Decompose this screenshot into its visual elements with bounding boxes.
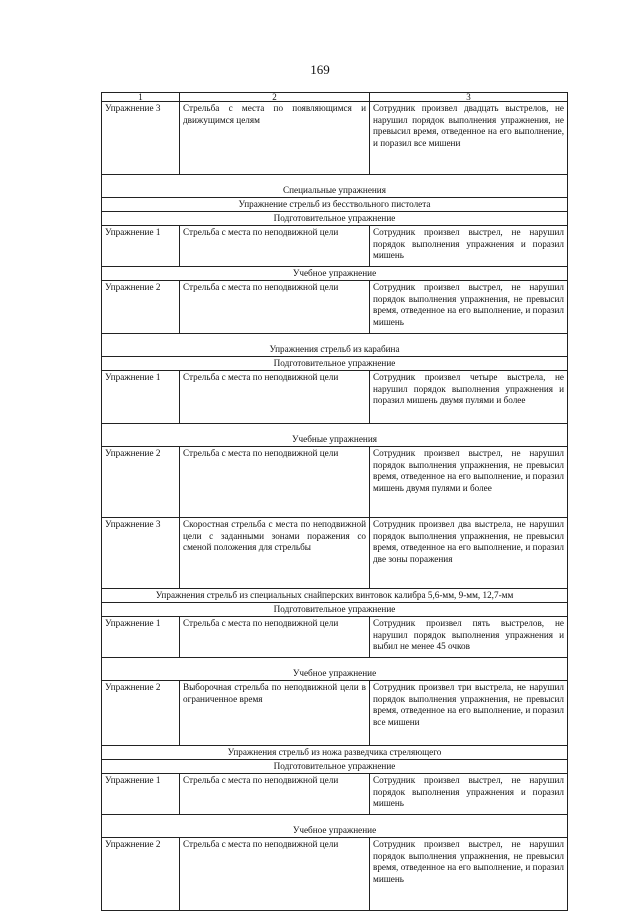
section-heading: Подготовительное упражнение	[102, 212, 568, 226]
exercise-name: Упражнение 2	[102, 281, 180, 334]
exercise-criteria: Сотрудник произвел выстрел, не нарушил порядок выполнения упражнения, не превысил время, отведенное на его выполнение, и поразил мишень двумя пулями и более	[370, 447, 568, 518]
section-heading-row	[102, 760, 568, 774]
section-heading: Учебное упражнение	[102, 658, 568, 681]
section-heading: Подготовительное упражнение	[102, 603, 568, 617]
section-heading: Упражнение стрельб из бесствольного пистолета	[102, 198, 568, 212]
column-header-row	[102, 93, 568, 102]
exercise-name: Упражнение 3	[102, 518, 180, 589]
exercise-criteria: Сотрудник произвел четыре выстрела, не нарушил порядок выполнения упражнения и поразил мишень двумя пулями и более	[370, 371, 568, 424]
section-heading: Упражнения стрельб из ножа разведчика стреляющего	[102, 746, 568, 760]
exercise-criteria: Сотрудник произвел выстрел, не нарушил порядок выполнения упражнения, не превысил время, отведенное на его выполнение, и поразил мишень	[370, 838, 568, 911]
exercise-description: Скоростная стрельба с места по неподвижной цели с заданными зонами поражения со сменой положения для стрельбы	[180, 518, 370, 589]
exercise-row	[102, 102, 568, 175]
exercise-description: Стрельба с места по неподвижной цели	[180, 617, 370, 658]
exercise-criteria: Сотрудник произвел выстрел, не нарушил порядок выполнения упражнения и поразил мишень	[370, 774, 568, 815]
exercise-description: Стрельба с места по неподвижной цели	[180, 774, 370, 815]
section-heading: Упражнения стрельб из карабина	[102, 334, 568, 357]
page-number: 169	[310, 62, 330, 77]
section-heading-row	[102, 658, 568, 681]
exercise-criteria: Сотрудник произвел выстрел, не нарушил порядок выполнения упражнения, не превысил время, отведенное на его выполнение, и поразил мишень	[370, 281, 568, 334]
section-heading-row	[102, 815, 568, 838]
exercise-row	[102, 447, 568, 518]
section-heading-row	[102, 267, 568, 281]
exercise-name: Упражнение 3	[102, 102, 180, 175]
column-header: 3	[370, 93, 568, 102]
exercise-row	[102, 226, 568, 267]
exercise-name: Упражнение 1	[102, 371, 180, 424]
section-heading-row	[102, 334, 568, 357]
section-heading-row	[102, 198, 568, 212]
exercise-name: Упражнение 1	[102, 617, 180, 658]
exercise-criteria: Сотрудник произвел три выстрела, не нарушил порядок выполнения упражнения, не превысил время, отведенное на его выполнение, и поразил все мишени	[370, 681, 568, 746]
exercise-table	[101, 92, 568, 911]
exercise-description: Стрельба с места по неподвижной цели	[180, 371, 370, 424]
section-heading-row	[102, 746, 568, 760]
exercise-criteria: Сотрудник произвел пять выстрелов, не нарушил порядок выполнения упражнения и выбил не менее 45 очков	[370, 617, 568, 658]
exercise-description: Стрельба с места по появляющимся и движущимся целям	[180, 102, 370, 175]
section-heading: Учебное упражнение	[102, 267, 568, 281]
exercise-criteria: Сотрудник произвел два выстрела, не нарушил порядок выполнения упражнения, не превысил время, отведенное на его выполнение, и поразил две зоны поражения	[370, 518, 568, 589]
exercise-name: Упражнение 1	[102, 774, 180, 815]
section-heading: Подготовительное упражнение	[102, 760, 568, 774]
section-heading: Учебное упражнение	[102, 815, 568, 838]
exercise-name: Упражнение 2	[102, 681, 180, 746]
exercise-name: Упражнение 2	[102, 838, 180, 911]
exercise-description: Стрельба с места по неподвижной цели	[180, 838, 370, 911]
exercise-name: Упражнение 2	[102, 447, 180, 518]
exercise-name: Упражнение 1	[102, 226, 180, 267]
exercise-row	[102, 518, 568, 589]
exercise-row	[102, 838, 568, 911]
exercise-criteria: Сотрудник произвел выстрел, не нарушил порядок выполнения упражнения и поразил мишень	[370, 226, 568, 267]
section-heading-row	[102, 424, 568, 447]
section-heading-row	[102, 357, 568, 371]
section-heading-row	[102, 175, 568, 198]
exercise-description: Выборочная стрельба по неподвижной цели в ограниченное время	[180, 681, 370, 746]
section-heading: Подготовительное упражнение	[102, 357, 568, 371]
exercise-row	[102, 281, 568, 334]
column-header: 2	[180, 93, 370, 102]
exercise-row	[102, 617, 568, 658]
section-heading: Учебные упражнения	[102, 424, 568, 447]
section-heading: Специальные упражнения	[102, 175, 568, 198]
exercise-criteria: Сотрудник произвел двадцать выстрелов, не нарушил порядок выполнения упражнения, не превысил время, отведенное на его выполнение, и поразил все мишени	[370, 102, 568, 175]
section-heading-row	[102, 589, 568, 603]
exercise-row	[102, 774, 568, 815]
exercise-row	[102, 371, 568, 424]
section-heading-row	[102, 603, 568, 617]
exercise-description: Стрельба с места по неподвижной цели	[180, 226, 370, 267]
exercise-description: Стрельба с места по неподвижной цели	[180, 447, 370, 518]
exercise-description: Стрельба с места по неподвижной цели	[180, 281, 370, 334]
exercise-row	[102, 681, 568, 746]
section-heading: Упражнения стрельб из специальных снайперских винтовок калибра 5,6-мм, 9-мм, 12,7-мм	[102, 589, 568, 603]
column-header: 1	[102, 93, 180, 102]
section-heading-row	[102, 212, 568, 226]
